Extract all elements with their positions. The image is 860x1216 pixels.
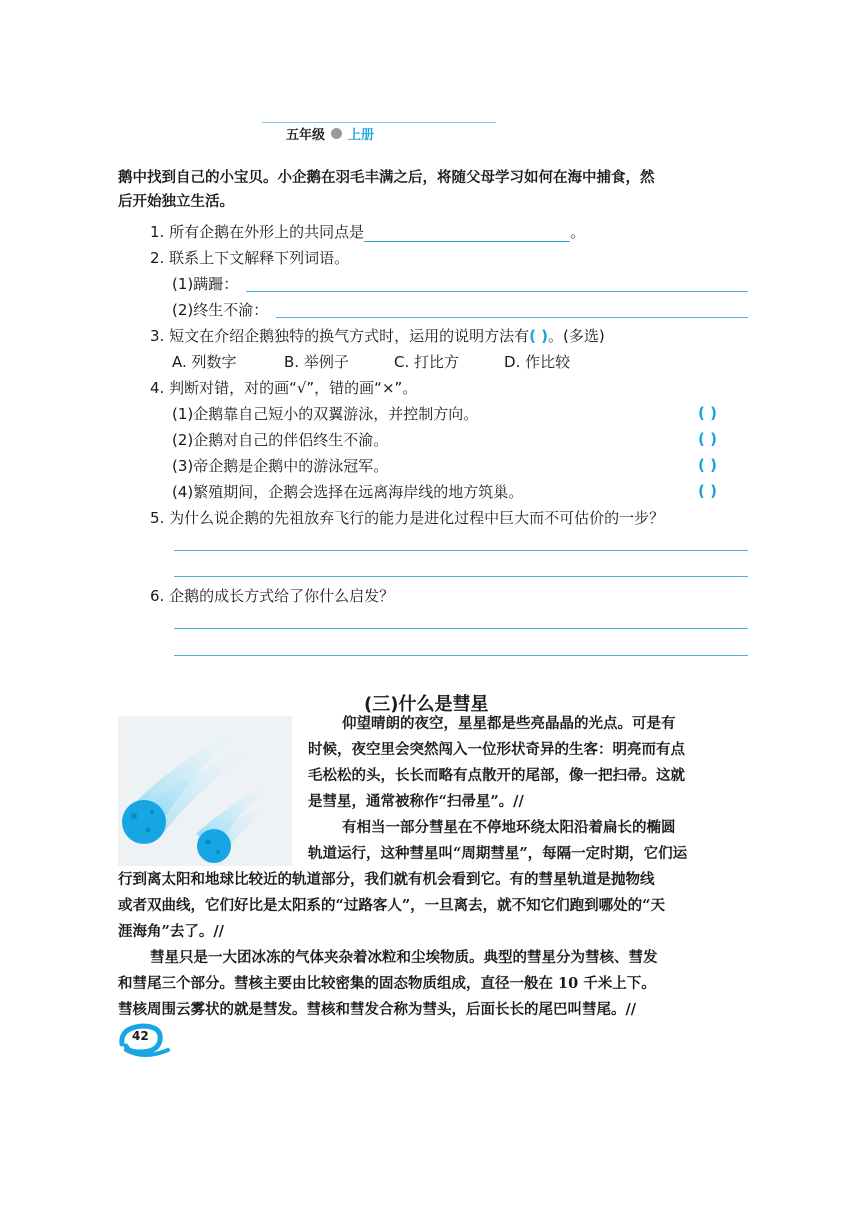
passage-line: 仰望晴朗的夜空，星星都是些亮晶晶的光点。可是有 [342, 715, 676, 732]
judge-paren-1[interactable]: ( ) [698, 404, 717, 422]
answer-line-5a[interactable] [174, 550, 748, 551]
page-header [286, 124, 374, 143]
passage-line: 彗核周围云雾状的就是彗发。彗核和彗发合称为彗头，后面长长的尾巴叫彗尾。// [118, 1001, 637, 1018]
question-4: 4. 判断对错，对的画“√”，错的画“×”。 [150, 379, 418, 397]
answer-line-6b[interactable] [174, 655, 748, 656]
passage-line: 轨道运行，这种彗星叫“周期彗星”，每隔一定时期，它们运 [308, 845, 688, 862]
question-3-suffix: 。(多选) [548, 327, 605, 345]
header-grade: 五年级 [286, 128, 326, 143]
question-2: 2. 联系上下文解释下列词语。 [150, 249, 350, 267]
passage-line: 或者双曲线，它们好比是太阳系的“过路客人”，一旦离去，就不知它们跑到哪处的“天 [118, 897, 666, 914]
option-a[interactable]: A. 列数字 [172, 353, 237, 371]
judge-paren-2[interactable]: ( ) [698, 430, 717, 448]
header-rule [262, 122, 496, 123]
comet-icon [118, 716, 292, 866]
passage-line: 鹅中找到自己的小宝贝。小企鹅在羽毛丰满之后，将随父母学习如何在海中捕食，然 [118, 169, 655, 186]
passage-line: 毛松松的头，长长而略有点散开的尾部，像一把扫帚。这就 [308, 767, 685, 784]
answer-paren-3[interactable]: ( ) [529, 327, 549, 345]
option-b[interactable]: B. 举例子 [284, 353, 349, 371]
passage-line: 涯海角”去了。// [118, 923, 224, 940]
answer-line-2b[interactable] [276, 317, 748, 318]
judge-item-3: (3)帝企鹅是企鹅中的游泳冠军。 [172, 457, 389, 475]
judge-item-2: (2)企鹅对自己的伴侣终生不渝。 [172, 431, 389, 449]
passage-line: 有相当一部分彗星在不停地环绕太阳沿着扁长的椭圆 [342, 819, 676, 836]
answer-line-5b[interactable] [174, 576, 748, 577]
passage-line: 彗星只是一大团冰冻的气体夹杂着冰粒和尘埃物质。典型的彗星分为彗核、彗发 [150, 949, 658, 966]
question-1 [150, 222, 585, 242]
judge-paren-3[interactable]: ( ) [698, 456, 717, 474]
question-3 [150, 326, 605, 346]
page-number-badge [118, 1020, 172, 1060]
option-c[interactable]: C. 打比方 [394, 353, 460, 371]
passage-line: 后开始独立生活。 [118, 193, 234, 210]
question-1-text: 1. 所有企鹅在外形上的共同点是 [150, 223, 365, 241]
question-1-end: 。 [570, 223, 586, 241]
question-2b: (2)终生不渝： [172, 301, 269, 319]
page-number: 42 [132, 1029, 149, 1043]
section-title: (三)什么是彗星 [364, 694, 489, 715]
question-2a: (1)蹒跚： [172, 275, 239, 293]
judge-paren-4[interactable]: ( ) [698, 482, 717, 500]
question-3-text: 3. 短文在介绍企鹅独特的换气方式时，运用的说明方法有 [150, 327, 530, 345]
judge-item-1: (1)企鹅靠自己短小的双翼游泳，并控制方向。 [172, 405, 479, 423]
judge-item-4: (4)繁殖期间，企鹅会选择在远离海岸线的地方筑巢。 [172, 483, 524, 501]
comet-illustration [118, 716, 292, 866]
passage-line: 和彗尾三个部分。彗核主要由比较密集的固态物质组成，直径一般在 10 千米上下。 [118, 975, 656, 992]
header-dot-icon [331, 128, 342, 139]
passage-line: 是彗星，通常被称作“扫帚星”。// [308, 793, 524, 810]
question-5: 5. 为什么说企鹅的先祖放弃飞行的能力是进化过程中巨大而不可估价的一步？ [150, 509, 665, 527]
option-d[interactable]: D. 作比较 [504, 353, 571, 371]
answer-line-6a[interactable] [174, 628, 748, 629]
answer-blank-1[interactable] [364, 223, 570, 242]
header-volume: 上册 [348, 128, 375, 143]
passage-line: 时候，夜空里会突然闯入一位形状奇异的生客：明亮而有点 [308, 741, 685, 758]
passage-line: 行到离太阳和地球比较近的轨道部分，我们就有机会看到它。有的彗星轨道是抛物线 [118, 871, 655, 888]
answer-line-2a[interactable] [246, 291, 748, 292]
question-6: 6. 企鹅的成长方式给了你什么启发？ [150, 587, 395, 605]
